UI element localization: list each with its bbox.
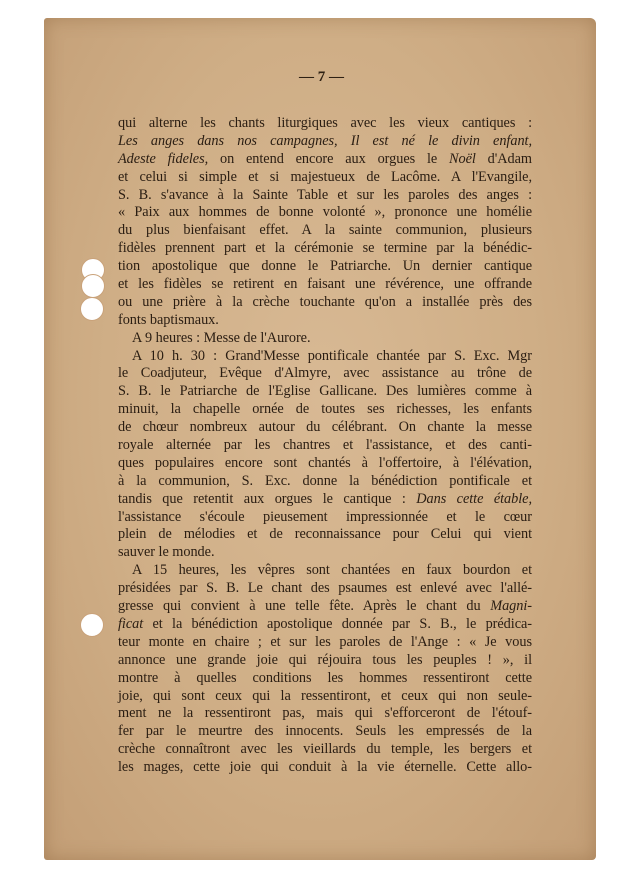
italic-text: Noël bbox=[449, 150, 476, 167]
text-segment: gresse qui convient à une telle fête. Après le chant du bbox=[118, 598, 491, 615]
text-segment: A 15 heures, les vêpres sont chantées en faux bourdon et bbox=[132, 562, 532, 579]
text-segment: royale alternée par les chantres et l'assistance, et des canti- bbox=[118, 437, 532, 454]
text-segment: crèche connaîtront avec les vieillards du temple, les bergers et bbox=[118, 741, 532, 758]
text-segment: d'Adam bbox=[475, 150, 533, 167]
text-segment: de chœur nombreux autour du célébrant. On chante la messe bbox=[118, 419, 532, 436]
text-segment: on entend encore aux orgues le bbox=[208, 150, 449, 167]
text-segment: à la communion, S. Exc. donne la bénédiction pontificale et bbox=[118, 472, 532, 489]
punch-hole bbox=[81, 274, 105, 298]
text-line bbox=[118, 401, 532, 419]
text-line bbox=[118, 294, 532, 312]
text-line bbox=[118, 419, 532, 437]
text-line bbox=[118, 598, 532, 616]
text-segment: ment ne la ressentiront pas, mais qui s'efforceront de l'étouf- bbox=[118, 705, 532, 722]
text-segment: minuit, la chapelle ornée de toutes ses richesses, les enfants bbox=[118, 401, 532, 418]
text-segment: le Coadjuteur, Evêque d'Almyre, avec assistance au trône de bbox=[118, 365, 532, 382]
text-segment: A 10 h. 30 : Grand'Messe pontificale chantée par S. Exc. Mgr bbox=[132, 347, 532, 364]
text-segment: « Paix aux hommes de bonne volonté », prononce une homélie bbox=[118, 204, 532, 221]
text-segment: fer par le meurtre des innocents. Seuls les empressés de la bbox=[118, 723, 532, 740]
text-line bbox=[118, 437, 532, 455]
text-segment: sauver le monde. bbox=[118, 544, 215, 561]
page-number: — 7 — bbox=[299, 69, 344, 85]
text-line bbox=[118, 365, 532, 383]
text-line bbox=[118, 723, 532, 741]
text-line bbox=[118, 455, 532, 473]
text-line bbox=[118, 491, 532, 509]
text-line bbox=[118, 562, 532, 580]
text-line bbox=[118, 705, 532, 723]
body-text bbox=[118, 115, 532, 777]
text-segment: ques populaires encore sont chantés à l'offertoire, à l'élévation, bbox=[118, 454, 532, 471]
text-line bbox=[118, 133, 532, 151]
text-line bbox=[118, 276, 532, 294]
text-line bbox=[118, 580, 532, 598]
text-segment: teur monte en chaire ; et sur les paroles de l'Ange : « Je vous bbox=[118, 633, 532, 650]
italic-text: Dans cette étable, bbox=[416, 490, 532, 507]
italic-text: Les anges dans nos campagnes, Il est né le divin enfant, bbox=[118, 132, 532, 149]
text-line bbox=[118, 348, 532, 366]
punch-hole bbox=[80, 297, 104, 321]
text-line bbox=[118, 204, 532, 222]
text-segment: présidées par S. B. Le chant des psaumes est enlevé avec l'allé- bbox=[118, 580, 532, 597]
text-segment: montre à quelles conditions les hommes ressentiront cette bbox=[118, 669, 532, 686]
text-line bbox=[118, 634, 532, 652]
text-line bbox=[118, 526, 532, 544]
text-segment: qui alterne les chants liturgiques avec les vieux cantiques : bbox=[118, 115, 532, 131]
text-line bbox=[118, 151, 532, 169]
italic-text: Adeste fideles, bbox=[118, 150, 209, 167]
text-segment: les mages, cette joie qui conduit à la vie éternelle. Cette allo- bbox=[118, 759, 532, 776]
text-line bbox=[118, 115, 532, 133]
text-segment: annonce une grande joie qui réjouira tous les peuples ! », il bbox=[118, 651, 532, 668]
punch-hole bbox=[80, 613, 104, 637]
text-segment: tandis que retentit aux orgues le cantique : bbox=[118, 490, 417, 507]
text-line bbox=[118, 383, 532, 401]
text-segment: S. B. le Patriarche de l'Eglise Gallicane. Des lumières comme à bbox=[118, 383, 532, 400]
text-line bbox=[118, 688, 532, 706]
text-segment: S. B. s'avance à la Sainte Table et sur les paroles des anges : bbox=[118, 186, 532, 203]
text-line bbox=[118, 473, 532, 491]
italic-text: ficat bbox=[118, 615, 144, 632]
text-line bbox=[118, 652, 532, 670]
text-line bbox=[118, 312, 532, 330]
italic-text: Magni- bbox=[490, 598, 532, 615]
text-line bbox=[118, 330, 532, 348]
text-segment: l'assistance s'écoule pieusement impressionnée et le cœur bbox=[118, 508, 532, 525]
text-segment: fidèles prennent part et la cérémonie se termine par la bénédic- bbox=[118, 240, 532, 257]
text-segment: A 9 heures : Messe de l'Aurore. bbox=[132, 329, 311, 346]
text-line bbox=[118, 759, 532, 777]
text-line bbox=[118, 741, 532, 759]
text-segment: fonts baptismaux. bbox=[118, 311, 219, 328]
text-segment: joie, qui sont ceux qui la ressentiront, et ceux qui non seule- bbox=[118, 687, 532, 704]
text-segment: du plus bienfaisant effet. A la sainte communion, plusieurs bbox=[118, 222, 532, 239]
text-line bbox=[118, 616, 532, 634]
text-segment: ou une prière à la crèche touchante qu'on a installée près des bbox=[118, 293, 532, 310]
text-line bbox=[118, 187, 532, 205]
text-line bbox=[118, 240, 532, 258]
text-segment: et les fidèles se retirent en faisant une révérence, une offrande bbox=[118, 276, 532, 293]
text-segment: et la bénédiction apostolique donnée par S. B., le prédica- bbox=[143, 615, 532, 632]
text-line bbox=[118, 222, 532, 240]
text-segment: plein de mélodies et de reconnaissance pour Celui qui vient bbox=[118, 526, 532, 543]
text-line bbox=[118, 169, 532, 187]
text-line bbox=[118, 509, 532, 527]
text-line bbox=[118, 670, 532, 688]
text-segment: tion apostolique que donne le Patriarche. Un dernier cantique bbox=[118, 258, 532, 275]
text-line bbox=[118, 258, 532, 276]
text-line bbox=[118, 544, 532, 562]
text-segment: et celui si simple et si majestueux de Lacôme. A l'Evangile, bbox=[118, 168, 532, 185]
